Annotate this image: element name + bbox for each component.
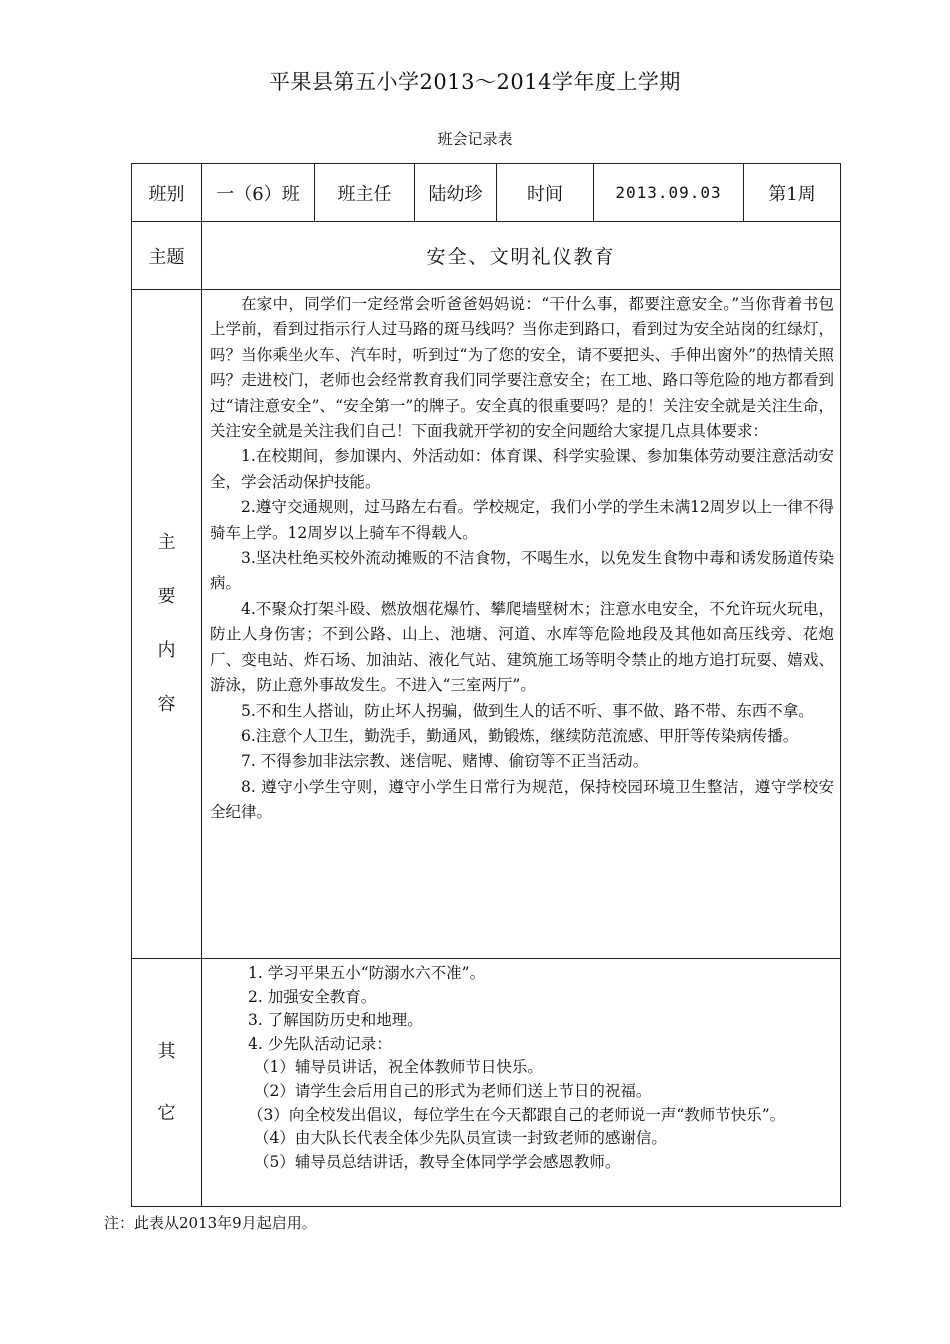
other-label-char: 它 <box>157 1102 176 1124</box>
other-sub-item: （1）辅导员讲话，祝全体教师节日快乐。 <box>254 1058 543 1077</box>
time-value: 2013.09.03 <box>594 164 744 222</box>
content-paragraph: 3.坚决杜绝买校外流动摊贩的不洁食物，不喝生水，以免发生食物中毒和诱发肠道传染病。 <box>210 549 834 593</box>
footer-note: 注：此表从2013年9月起启用。 <box>104 1214 317 1232</box>
info-row <box>132 164 841 222</box>
other-sub-item: （5）辅导员总结讲话，教导全体同学学会感恩教师。 <box>254 1152 621 1171</box>
time-label: 时间 <box>497 164 594 222</box>
topic-label: 主题 <box>132 222 202 290</box>
document-title: 平果县第五小学2013～2014学年度上学期 <box>269 70 681 94</box>
week-value: 第1周 <box>744 164 841 222</box>
other-item: 4. 少先队活动记录： <box>248 1034 392 1053</box>
main-content-text <box>202 290 841 959</box>
other-item: 1. 学习平果五小“防溺水六不准”。 <box>248 964 486 982</box>
class-value: 一（6）班 <box>202 164 315 222</box>
content-paragraph: 在家中，同学们一定经常会听爸爸妈妈说：“干什么事，都要注意安全。”当你背着书包上学前，看到过指示行人过马路的斑马线吗？当你走到路口，看到过为安全站岗的红绿灯，吗？当你乘坐火车、汽车时，听到过“为了您的安全，请不要把头、手伸出窗外”的热情关照吗？走进校门，老师也会经常教育我们同学要注意安全；在工地、路口等危险的地方都看到过“请注意安全”、“安全第一”的牌子。安全真的很重要吗？是的！关注安全就是关注生命，关注安全就是关注我们自己！下面我就开学初的安全问题给大家提几点具体要求： <box>210 295 834 441</box>
content-paragraph: 4.不聚众打架斗殴、燃放烟花爆竹、攀爬墙壁树木；注意水电安全，不允许玩火玩电，防止人身伤害；不到公路、山上、池塘、河道、水库等危险地段及其他如高压线旁、花炮厂、变电站、炸石场、加油站、液化气站、建筑施工场等明令禁止的地方追打玩耍、嬉戏、游泳，防止意外事故发生。不进入“三室两厅”。 <box>210 599 834 695</box>
class-meeting-record-table <box>131 163 841 1207</box>
other-row <box>132 959 841 1207</box>
other-label-char: 其 <box>157 1040 176 1062</box>
other-item: 2. 加强安全教育。 <box>248 987 377 1006</box>
main-content-label-char: 内 <box>157 640 176 661</box>
other-label <box>132 959 202 1207</box>
main-content-label-char: 容 <box>157 694 176 715</box>
content-paragraph: 5.不和生人搭讪，防止坏人拐骗，做到生人的话不听、事不做、路不带、东西不拿。 <box>241 701 814 720</box>
other-item: 3. 了解国防历史和地理。 <box>248 1011 423 1030</box>
content-paragraph: 2.遵守交通规则，过马路左右看。学校规定，我们小学的学生未满12周岁以上一律不得骑车上学。12周岁以上骑车不得载人。 <box>210 498 834 542</box>
content-paragraph: 1.在校期间，参加课内、外活动如：体育课、科学实验课、参加集体劳动要注意活动安全，学会活动保护技能。 <box>210 447 834 491</box>
content-paragraph: 7. 不得参加非法宗教、迷信呢、赌博、偷窃等不正当活动。 <box>241 752 649 771</box>
teacher-label: 班主任 <box>315 164 415 222</box>
other-sub-item: （4）由大队长代表全体少先队员宣读一封致老师的感谢信。 <box>254 1129 667 1148</box>
content-paragraph: 6.注意个人卫生，勤洗手，勤通风，勤锻炼，继续防范流感、甲肝等传染病传播。 <box>241 726 799 745</box>
main-content-row <box>132 290 841 959</box>
other-text <box>202 959 841 1207</box>
topic-value: 安全、文明礼仪教育 <box>202 222 841 290</box>
main-content-label <box>132 290 202 959</box>
topic-row <box>132 222 841 290</box>
other-sub-item: （3）向全校发出倡议，每位学生在今天都跟自己的老师说一声“教师节快乐”。 <box>248 1105 786 1124</box>
main-content-label-char: 要 <box>157 586 176 607</box>
class-label: 班别 <box>132 164 202 222</box>
other-sub-item: （2）请学生会后用自己的形式为老师们送上节日的祝福。 <box>254 1081 652 1100</box>
main-content-label-char: 主 <box>157 532 176 553</box>
teacher-value: 陆幼珍 <box>415 164 497 222</box>
content-paragraph: 8. 遵守小学生守则，遵守小学生日常行为规范，保持校园环境卫生整洁，遵守学校安全纪律。 <box>210 777 834 822</box>
document-subtitle: 班会记录表 <box>437 130 513 148</box>
